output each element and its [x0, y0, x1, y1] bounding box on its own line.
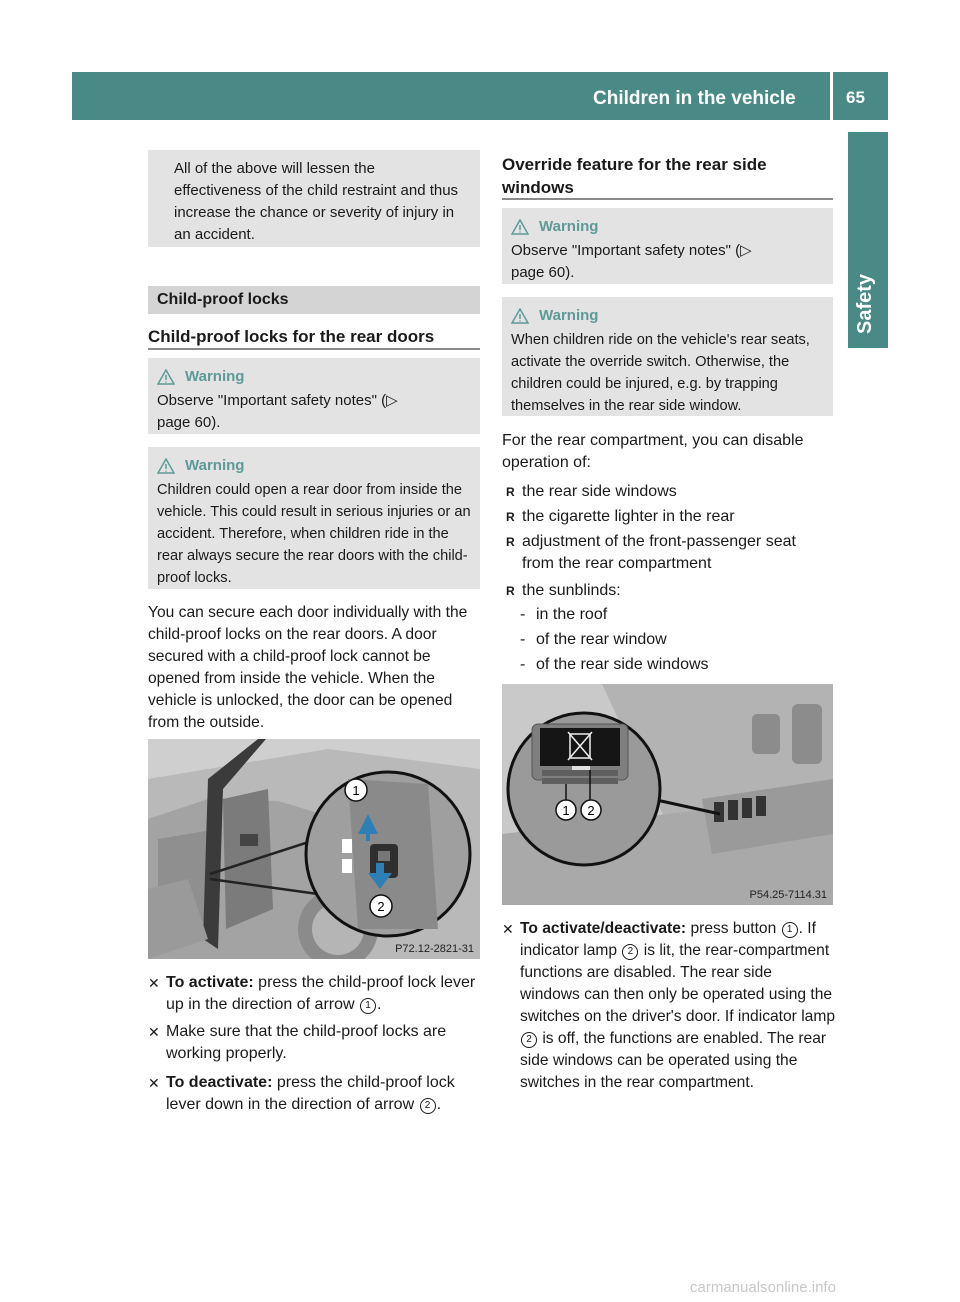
page-number: 65 — [846, 88, 865, 107]
step-check — [148, 1021, 480, 1065]
callout-2: 2 — [587, 803, 595, 818]
warning-triangle-icon — [511, 308, 529, 324]
sub-item: - in the roof — [520, 606, 608, 623]
sub-item: - of the rear window — [520, 631, 667, 648]
callout-1: 1 — [562, 803, 570, 818]
warning-triangle-icon — [157, 369, 175, 385]
x-marker-icon: ✕ — [148, 1075, 160, 1091]
door-lock-illustration — [148, 739, 480, 959]
warning-text: When children ride on the vehicle's rear seats, activate the override switch. Otherwise, the children could be injured, e.g. by trapping themselves in the rear side window. — [511, 332, 810, 414]
warning-box-4 — [502, 297, 833, 416]
bullet-item: R the cigarette lighter in the rear — [506, 508, 735, 525]
bullet-item: R adjustment of the front-passenger seat from the rear compartment — [506, 533, 796, 572]
footer-watermark: carmanualsonline.info — [690, 1279, 836, 1296]
figure-code: P72.12-2821-31 — [395, 943, 474, 955]
heading-rule — [502, 198, 833, 200]
warning-text: Observe "Important safety notes" (▷ page 60). — [511, 242, 752, 281]
heading-rule — [148, 348, 480, 350]
figure-code: P54.25-7114.31 — [749, 889, 827, 901]
warning-box-1 — [148, 358, 480, 434]
step-text: To deactivate: press the child-proof lock lever down in the direction of arrow 2 . — [166, 1074, 455, 1113]
step-text: Make sure that the child-proof locks are working properly. — [166, 1023, 447, 1062]
warning-triangle-icon — [157, 458, 175, 474]
warning-box-2 — [148, 447, 480, 589]
warning-triangle-icon — [511, 219, 529, 235]
warning-text: Observe "Important safety notes" (▷ page 60). — [157, 392, 398, 431]
warning-box-3 — [502, 208, 833, 284]
door-lock-figure — [148, 739, 480, 959]
warning-title: Warning — [511, 305, 824, 327]
override-heading: Override feature for the rear side windows — [502, 155, 767, 197]
page-title: Children in the vehicle — [593, 88, 796, 109]
side-tab-label: Safety — [854, 273, 876, 334]
header-divider — [830, 72, 833, 120]
override-switch-figure — [502, 684, 833, 905]
disable-intro: For the rear compartment, you can disable operation of: — [502, 432, 804, 471]
sub-item: - of the rear side windows — [520, 656, 709, 673]
intro-note-box — [148, 150, 480, 247]
step-activate — [148, 972, 480, 1016]
section-heading: Child-proof locks — [148, 286, 480, 314]
callout-2: 2 — [377, 899, 385, 914]
warning-title: Warning — [157, 366, 471, 388]
warning-title: Warning — [157, 455, 471, 477]
step-text: To activate/deactivate: press button 1 . If indicator lamp 2 is lit, the rear-compartment functions are disabled. The rear side windows can then only be operated using the switches on the driver's door. If indicator lamp 2 is off, the functions are enabled. The rear side windows can be operated using the switches in the rear compartment. — [520, 920, 835, 1091]
x-marker-icon: ✕ — [502, 921, 514, 937]
x-marker-icon: ✕ — [148, 975, 160, 991]
bullet-item: R the rear side windows — [506, 483, 677, 500]
step-deactivate — [148, 1072, 480, 1116]
step-activate-deactivate — [502, 918, 836, 1094]
step-text: To activate: press the child-proof lock lever up in the direction of arrow 1 . — [166, 974, 476, 1013]
child-lock-paragraph: You can secure each door individually with the child-proof locks on the rear doors. A door secured with a child-proof lock cannot be opened from inside the vehicle. When the vehicle is unlocked, the door can be opened from the outside. — [148, 604, 468, 731]
x-marker-icon: ✕ — [148, 1024, 160, 1040]
callout-1: 1 — [352, 783, 360, 798]
warning-title: Warning — [511, 216, 824, 238]
intro-note-text: All of the above will lessen the effectiveness of the child restraint and thus increase the chance or severity of injury in an accident. — [174, 160, 459, 243]
warning-text: Children could open a rear door from inside the vehicle. This could result in serious injuries or an accident. Therefore, when children ride in the rear always secure the rear doors with the child-proof locks. — [157, 482, 471, 586]
bullet-item: R the sunblinds: — [506, 582, 621, 599]
subheading-rear-doors: Child-proof locks for the rear doors — [148, 327, 435, 346]
override-switch-illustration — [502, 684, 833, 905]
